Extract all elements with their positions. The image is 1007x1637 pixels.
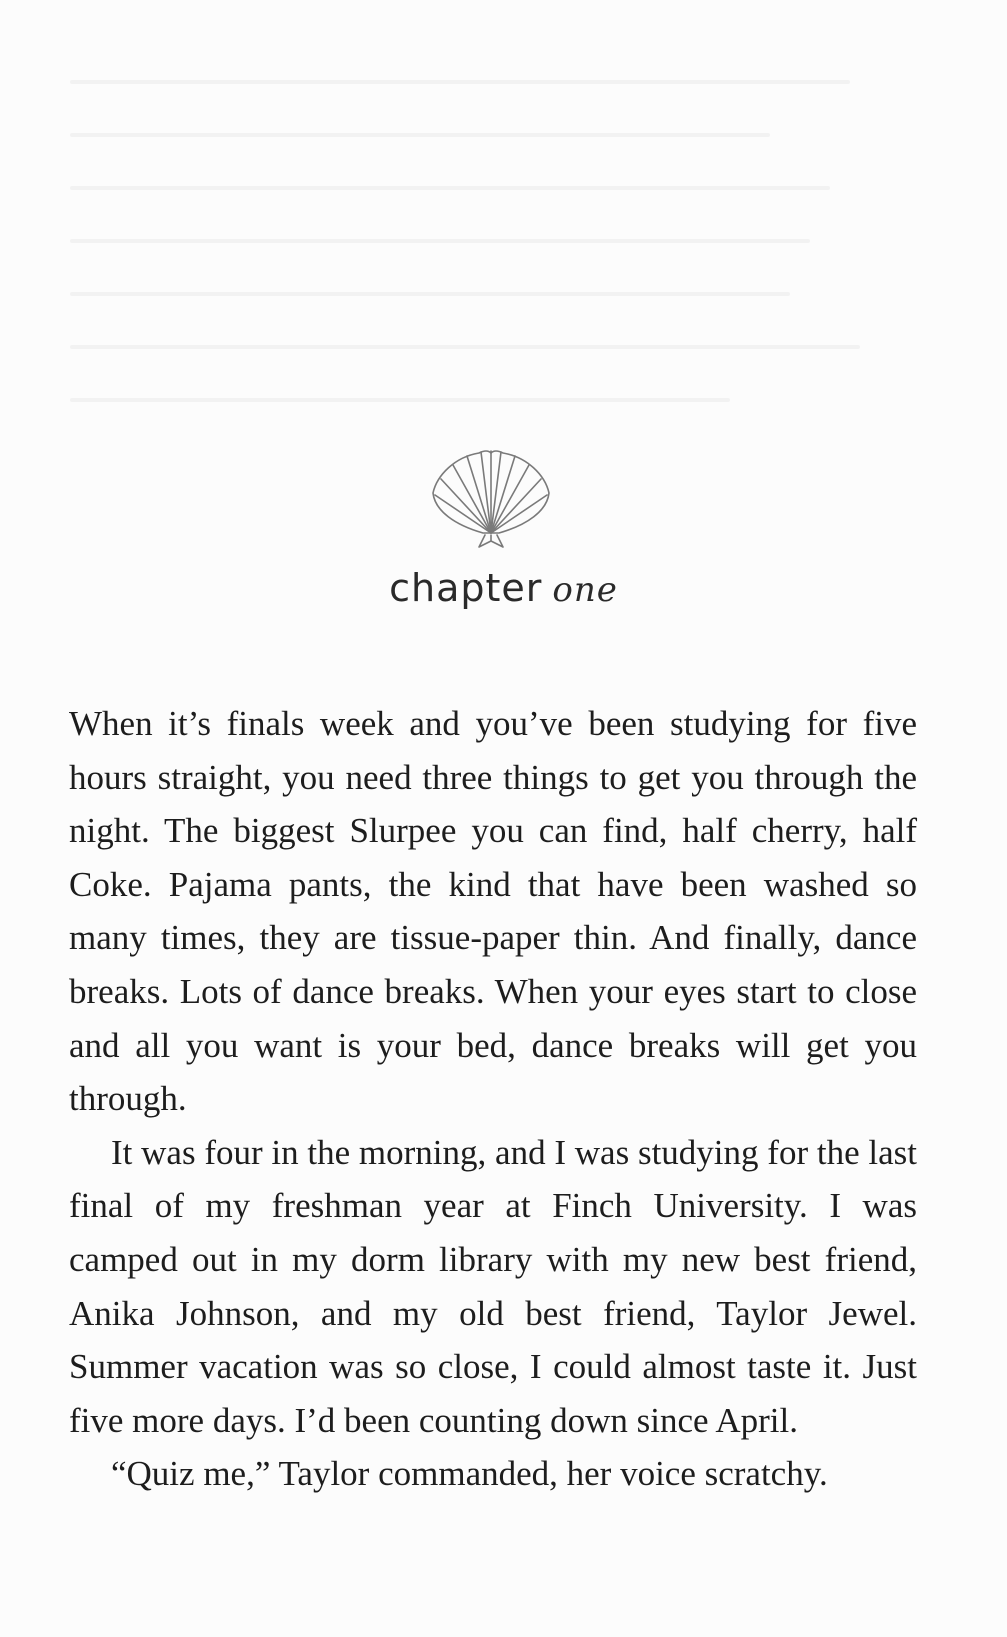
chapter-number-word: one [552, 570, 618, 610]
chapter-prefix: chapter [389, 566, 543, 610]
chapter-body [69, 697, 917, 1501]
scallop-shell-icon [425, 445, 557, 563]
chapter-heading [0, 566, 1007, 610]
show-through-line [70, 133, 770, 137]
show-through-line [70, 186, 830, 190]
paragraph-1: When it’s finals week and you’ve been studying for five hours straight, you need three things to get you through the night. The biggest Slurpee you can find, half cherry, half Coke. Pajama pants, the kind that have been washed so many times, they are tissue-paper thin. And finally, dance breaks. Lots of dance breaks. When your eyes start to close and all you want is your bed, dance breaks will get you through. [69, 704, 917, 1119]
paragraph-2: It was four in the morning, and I was studying for the last final of my freshman year at Finch University. I was camped out in my dorm library with my new best friend, Anika Johnson, and my old best friend, Taylor Jewel. Summer vacation was so close, I could almost taste it. Just five more days. I’d been counting down since April. [69, 1132, 917, 1440]
paragraph-3: “Quiz me,” Taylor commanded, her voice scratchy. [111, 1454, 828, 1494]
show-through-line [70, 345, 860, 349]
show-through-line [70, 80, 850, 84]
show-through-line [70, 292, 790, 296]
show-through-line [70, 239, 810, 243]
show-through-line [70, 398, 730, 402]
